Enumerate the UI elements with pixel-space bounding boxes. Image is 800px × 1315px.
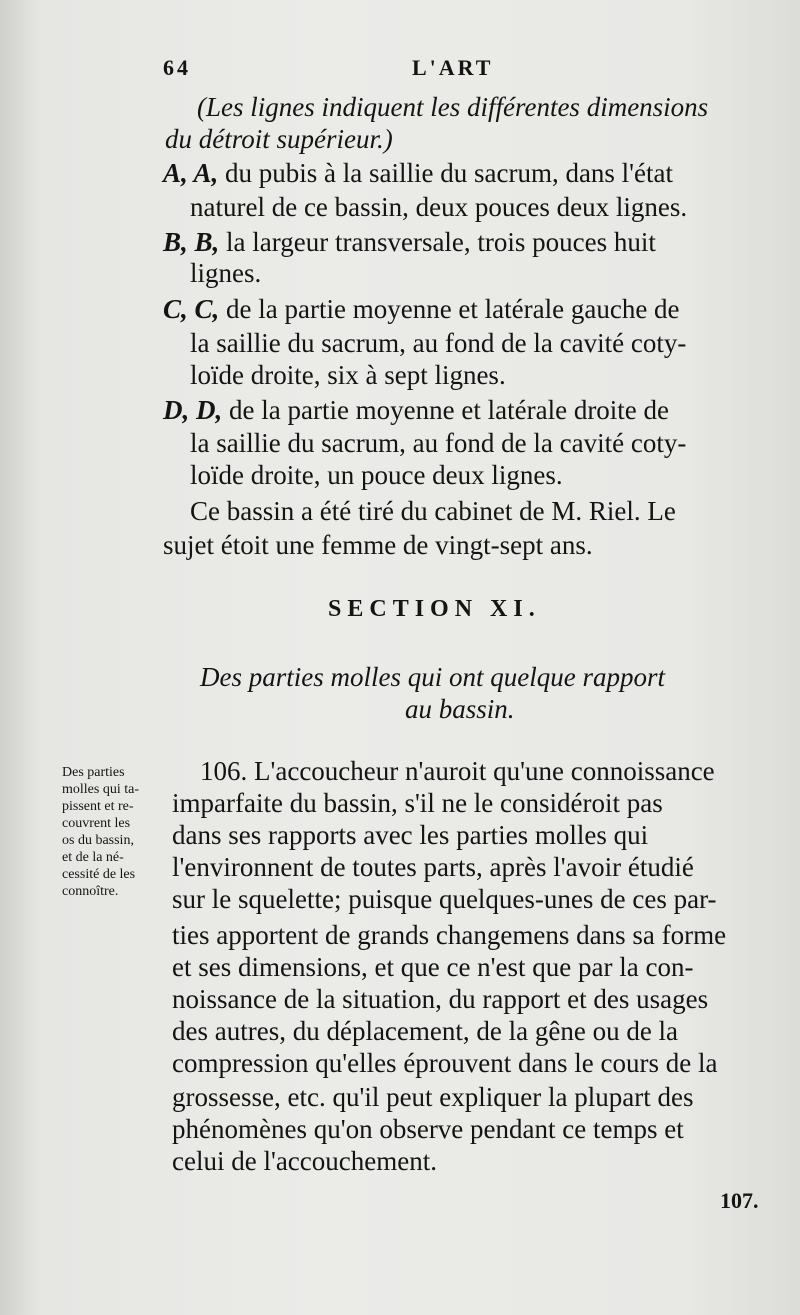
page-number: 64: [163, 55, 191, 80]
note-line-1: Ce bassin a été tiré du cabinet de M. Riel. Le: [190, 496, 676, 526]
margin-note-line-8: connoître.: [62, 884, 119, 899]
paragraph-line-12: phénomènes qu'on observe pendant ce temps et: [172, 1114, 684, 1144]
note-line-2: sujet étoit une femme de vingt-sept ans.: [163, 530, 593, 560]
margin-note-line-2: molles qui ta-: [62, 782, 139, 797]
running-head: L'ART: [412, 55, 494, 80]
paragraph-line-1: 106. L'accoucheur n'auroit qu'une connoissance: [200, 756, 715, 786]
item-b-line-2: lignes.: [190, 258, 262, 288]
catchword: 107.: [720, 1188, 759, 1213]
item-d: [163, 395, 669, 425]
item-c-label: C, C,: [163, 294, 220, 324]
paragraph-line-9: des autres, du déplacement, de la gêne ou de la: [172, 1016, 679, 1046]
paragraph-line-13: celui de l'accouchement.: [172, 1146, 437, 1176]
item-c: [163, 294, 680, 324]
section-subtitle-line-2: au bassin.: [405, 694, 515, 724]
item-d-line-1: de la partie moyenne et latérale droite de: [229, 395, 670, 425]
margin-note-line-5: os du bassin,: [62, 833, 134, 848]
margin-note-line-6: et de la né-: [62, 850, 124, 865]
paragraph-line-3: dans ses rapports avec les parties molles qui: [172, 820, 649, 850]
item-c-line-3: loïde droite, six à sept lignes.: [190, 360, 506, 390]
item-b: [163, 227, 656, 257]
paragraph-line-8: noissance de la situation, du rapport et des usages: [172, 984, 709, 1014]
paragraph-line-7: et ses dimensions, et que ce n'est que par la con-: [172, 952, 694, 982]
margin-note: [62, 764, 139, 900]
margin-note-line-7: cessité de les: [62, 867, 136, 882]
margin-note-line-3: pissent et re-: [62, 799, 134, 814]
item-c-line-1: de la partie moyenne et latérale gauche de: [226, 294, 680, 324]
paragraph-line-5: sur le squelette; puisque quelques-unes de ces par-: [172, 884, 717, 914]
item-a-line-1: du pubis à la saillie du sacrum, dans l'état: [225, 158, 674, 188]
section-subtitle-line-1: Des parties molles qui ont quelque rapport: [200, 662, 665, 692]
item-c-line-2: la saillie du sacrum, au fond de la cavité coty-: [190, 328, 687, 358]
item-d-line-3: loïde droite, un pouce deux lignes.: [190, 460, 563, 490]
margin-note-line-1: Des parties: [62, 765, 125, 780]
paragraph-line-6: ties apportent de grands changemens dans sa forme: [172, 920, 727, 950]
paragraph-line-11: grossesse, etc. qu'il peut expliquer la plupart des: [172, 1082, 694, 1112]
paragraph-line-4: l'environnent de toutes parts, après l'avoir étudié: [172, 852, 694, 882]
item-a: [163, 158, 673, 188]
margin-note-line-4: couvrent les: [62, 816, 131, 831]
item-b-label: B, B,: [163, 227, 220, 257]
caption-line-1: (Les lignes indiquent les différentes dimensions: [197, 92, 709, 122]
paragraph-line-2: imparfaite du bassin, s'il ne le considéroit pas: [172, 788, 663, 818]
item-b-line-1: la largeur transversale, trois pouces huit: [226, 227, 656, 257]
caption-line-2: du détroit supérieur.): [165, 124, 393, 154]
item-d-line-2: la saillie du sacrum, au fond de la cavité coty-: [190, 428, 687, 458]
section-heading: SECTION XI.: [328, 596, 541, 622]
item-a-line-2: naturel de ce bassin, deux pouces deux lignes.: [190, 192, 688, 222]
item-a-label: A, A,: [163, 158, 219, 188]
item-d-label: D, D,: [163, 395, 223, 425]
paragraph-line-10: compression qu'elles éprouvent dans le cours de la: [172, 1048, 718, 1078]
